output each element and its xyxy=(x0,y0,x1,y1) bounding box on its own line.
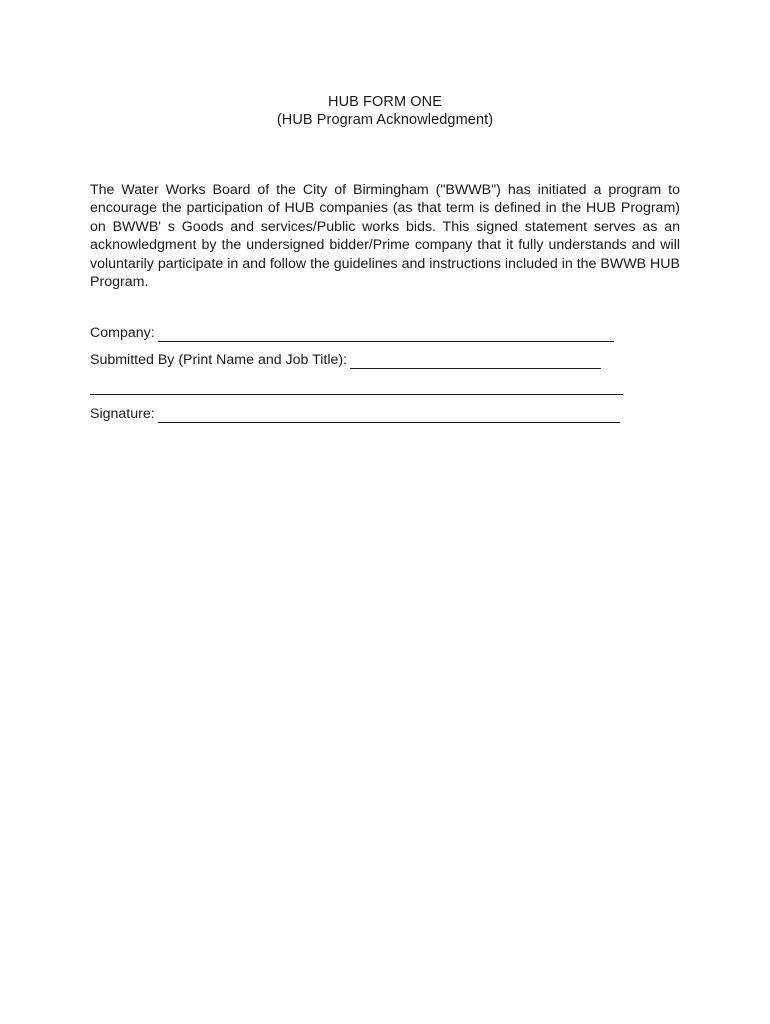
submitted-by-blank-line[interactable] xyxy=(350,354,601,369)
signature-label: Signature: xyxy=(90,406,155,422)
company-blank-line[interactable] xyxy=(158,327,614,342)
signature-blank-line[interactable] xyxy=(158,408,620,423)
submitted-by-field xyxy=(90,351,601,369)
company-label: Company: xyxy=(90,325,155,341)
form-title: HUB FORM ONE xyxy=(328,94,442,110)
submitted-by-label: Submitted By (Print Name and Job Title): xyxy=(90,352,348,368)
company-field xyxy=(90,324,614,342)
acknowledgment-paragraph: The Water Works Board of the City of Birmingham ("BWWB") has initiated a program to encourage the participation of HUB companies (as that term is defined in the HUB Program) on BWWB' s Goods and services/Public works bids. This signed statement serves as an acknowledgment by the undersigned bidder/Prime company that it fully understands and will voluntarily participate in and follow the guidelines and instructions included in the BWWB HUB Program. xyxy=(90,182,680,291)
form-subtitle: (HUB Program Acknowledgment) xyxy=(276,112,494,128)
title-block xyxy=(0,93,770,129)
signature-field xyxy=(90,405,620,423)
submitted-by-continuation-line[interactable] xyxy=(90,394,623,395)
